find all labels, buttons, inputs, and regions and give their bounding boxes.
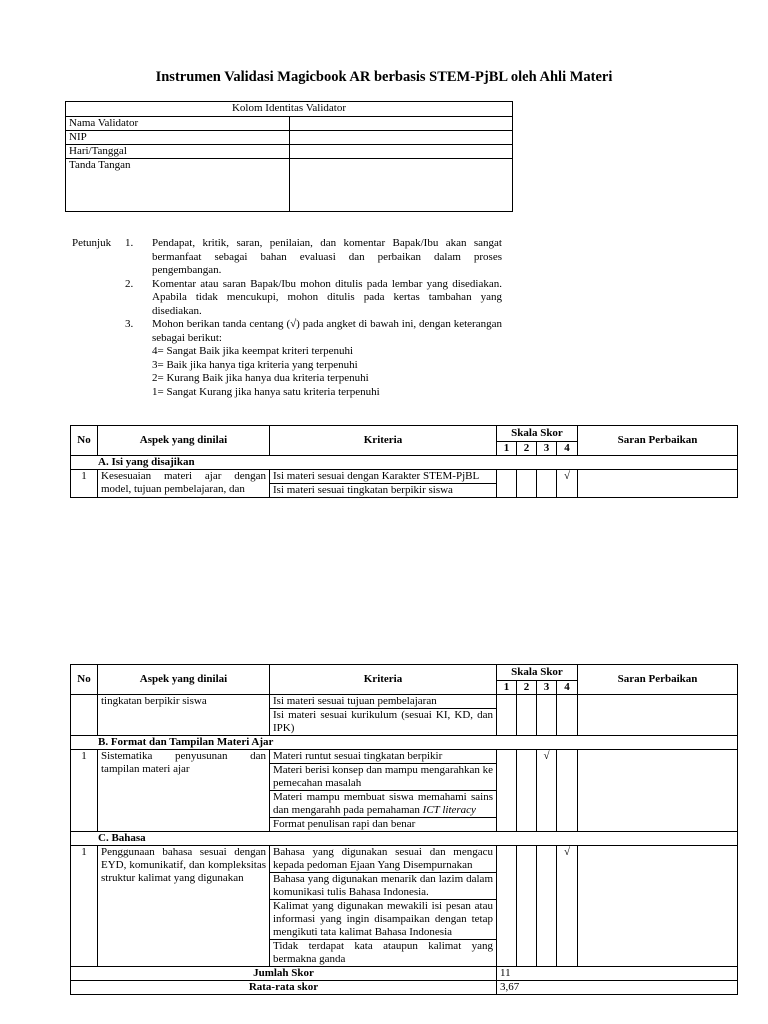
assessment-table-1 bbox=[70, 425, 738, 498]
section-heading-c: C. Bahasa bbox=[71, 832, 738, 846]
criterion-cell: Isi materi sesuai tingkatan berpikir siswa bbox=[270, 484, 497, 498]
col-header-score-4: 4 bbox=[557, 442, 578, 456]
criterion-cell: Format penulisan rapi dan benar bbox=[270, 818, 497, 832]
suggestion-cell[interactable] bbox=[578, 470, 738, 498]
row-number bbox=[71, 695, 98, 736]
row-number: 1 bbox=[71, 750, 98, 832]
col-header-no: No bbox=[71, 665, 98, 695]
aspect-cell: Kesesuaian materi ajar dengan model, tujuan pembelajaran, dan bbox=[98, 470, 270, 498]
criterion-cell: Materi mampu membuat siswa memahami sains dan mengarahh pada pemahaman ICT literacy bbox=[270, 791, 497, 818]
average-score-value: 3,67 bbox=[497, 981, 738, 995]
score-cell-4[interactable] bbox=[557, 695, 578, 736]
col-header-skala: Skala Skor bbox=[497, 665, 578, 681]
score-cell-4[interactable] bbox=[557, 750, 578, 832]
identity-label-nip: NIP bbox=[66, 131, 290, 145]
criterion-cell: Bahasa yang digunakan sesuai dan mengacu kepada pedoman Ejaan Yang Disempurnakan bbox=[270, 846, 497, 873]
validator-identity-table bbox=[65, 101, 513, 212]
identity-field-tanda-tangan[interactable] bbox=[290, 159, 513, 212]
suggestion-cell[interactable] bbox=[578, 846, 738, 967]
criterion-cell: Kalimat yang digunakan mewakili isi pesan atau informasi yang ingin disampaikan dengan tetap mengikuti tata kalimat Bahasa Indonesia bbox=[270, 900, 497, 940]
average-score-label: Rata-rata skor bbox=[71, 981, 497, 995]
score-cell-1[interactable] bbox=[497, 470, 517, 498]
instructions-list bbox=[125, 237, 502, 399]
identity-field-nama[interactable] bbox=[290, 117, 513, 131]
criterion-cell: Materi berisi konsep dan mampu mengarahkan ke pemecahan masalah bbox=[270, 764, 497, 791]
score-cell-3[interactable]: √ bbox=[537, 750, 557, 832]
assessment-table-2 bbox=[70, 664, 738, 995]
col-header-skala: Skala Skor bbox=[497, 426, 578, 442]
col-header-score-4: 4 bbox=[557, 681, 578, 695]
score-cell-2[interactable] bbox=[517, 750, 537, 832]
score-cell-1[interactable] bbox=[497, 846, 517, 967]
criterion-cell: Isi materi sesuai tujuan pembelajaran bbox=[270, 695, 497, 709]
identity-field-tanggal[interactable] bbox=[290, 145, 513, 159]
section-heading-b: B. Format dan Tampilan Materi Ajar bbox=[71, 736, 738, 750]
col-header-score-1: 1 bbox=[497, 681, 517, 695]
suggestion-cell[interactable] bbox=[578, 750, 738, 832]
score-cell-3[interactable] bbox=[537, 470, 557, 498]
col-header-score-2: 2 bbox=[517, 681, 537, 695]
scale-legend-4: 4= Sangat Baik jika keempat kriteri terpenuhi bbox=[152, 345, 354, 357]
criterion-cell: Bahasa yang digunakan menarik dan lazim dalam komunikasi tulis Bahasa Indonesia. bbox=[270, 873, 497, 900]
col-header-aspek: Aspek yang dinilai bbox=[98, 665, 270, 695]
criterion-cell: Isi materi sesuai dengan Karakter STEM-PjBL bbox=[270, 470, 497, 484]
score-cell-2[interactable] bbox=[517, 470, 537, 498]
score-cell-4[interactable]: √ bbox=[557, 846, 578, 967]
identity-label-tanggal: Hari/Tanggal bbox=[66, 145, 290, 159]
section-heading-a: A. Isi yang disajikan bbox=[71, 456, 738, 470]
col-header-score-3: 3 bbox=[537, 442, 557, 456]
identity-field-nip[interactable] bbox=[290, 131, 513, 145]
score-cell-1[interactable] bbox=[497, 695, 517, 736]
identity-label-nama: Nama Validator bbox=[66, 117, 290, 131]
col-header-saran: Saran Perbaikan bbox=[578, 665, 738, 695]
criterion-cell: Tidak terdapat kata ataupun kalimat yang bermakna ganda bbox=[270, 940, 497, 967]
total-score-label: Jumlah Skor bbox=[71, 967, 497, 981]
identity-header: Kolom Identitas Validator bbox=[66, 102, 513, 117]
col-header-kriteria: Kriteria bbox=[270, 426, 497, 456]
suggestion-cell[interactable] bbox=[578, 695, 738, 736]
col-header-score-1: 1 bbox=[497, 442, 517, 456]
scale-legend-2: 2= Kurang Baik jika hanya dua kriteria terpenuhi bbox=[152, 372, 369, 384]
aspect-cell: Penggunaan bahasa sesuai dengan EYD, komunikatif, dan kompleksitas struktur kalimat yang digunakan bbox=[98, 846, 270, 967]
score-cell-3[interactable] bbox=[537, 846, 557, 967]
col-header-kriteria: Kriteria bbox=[270, 665, 497, 695]
criterion-cell: Isi materi sesuai kurikulum (sesuai KI, KD, dan IPK) bbox=[270, 709, 497, 736]
score-cell-1[interactable] bbox=[497, 750, 517, 832]
scale-legend-3: 3= Baik jika hanya tiga kriteria yang terpenuhi bbox=[152, 358, 358, 371]
score-cell-2[interactable] bbox=[517, 846, 537, 967]
scale-legend-1: 1= Sangat Kurang jika hanya satu kriteria terpenuhi bbox=[152, 385, 380, 398]
aspect-cell: tingkatan berpikir siswa bbox=[98, 695, 270, 736]
col-header-score-3: 3 bbox=[537, 681, 557, 695]
score-cell-4[interactable]: √ bbox=[557, 470, 578, 498]
col-header-score-2: 2 bbox=[517, 442, 537, 456]
score-cell-3[interactable] bbox=[537, 695, 557, 736]
row-number: 1 bbox=[71, 846, 98, 967]
instructions-label: Petunjuk bbox=[72, 237, 112, 249]
row-number: 1 bbox=[71, 470, 98, 498]
instruction-item: 1. Pendapat, kritik, saran, penilaian, dan komentar Bapak/Ibu akan sangat bermanfaat sebagai bahan evaluasi dan perbaikan dalam proses pengembangan. bbox=[125, 237, 502, 276]
col-header-saran: Saran Perbaikan bbox=[578, 426, 738, 456]
col-header-no: No bbox=[71, 426, 98, 456]
score-cell-2[interactable] bbox=[517, 695, 537, 736]
total-score-value: 11 bbox=[497, 967, 738, 981]
instruction-item: 3. Mohon berikan tanda centang (√) pada angket di bawah ini, dengan keterangan sebagai berikut: 4= Sangat Baik jika keempat kriteri terpenuhi 3= Baik jika hanya tiga kriteria yang terpenuhi 2= Kurang Baik jika hanya dua kriteria terpenuhi 1= Sangat Kurang jika hanya satu kriteria terpenuhi bbox=[125, 318, 502, 398]
page-title: Instrumen Validasi Magicbook AR berbasis STEM-PjBL oleh Ahli Materi bbox=[155, 69, 613, 85]
criterion-cell: Materi runtut sesuai tingkatan berpikir bbox=[270, 750, 497, 764]
identity-label-tanda-tangan: Tanda Tangan bbox=[66, 159, 290, 212]
aspect-cell: Sistematika penyusunan dan tampilan materi ajar bbox=[98, 750, 270, 832]
instruction-item: 2. Komentar atau saran Bapak/Ibu mohon ditulis pada lembar yang disediakan. Apabila tidak mencukupi, mohon ditulis pada kertas tambahan yang disediakan. bbox=[125, 277, 502, 317]
col-header-aspek: Aspek yang dinilai bbox=[98, 426, 270, 456]
